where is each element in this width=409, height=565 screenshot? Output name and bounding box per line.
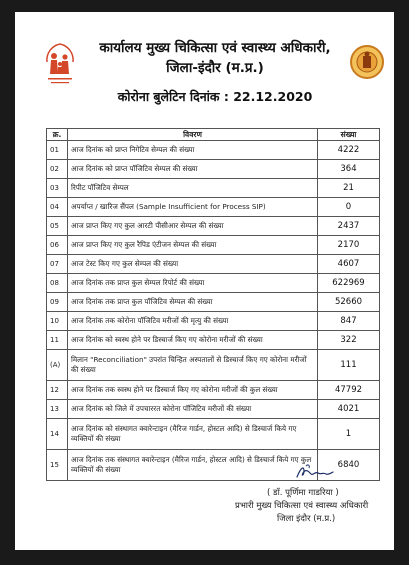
row-number: 10 (47, 312, 68, 331)
row-description: आज दिनांक को जिले में उपचाररत कोरोना पॉजिटिव मरीजों की संख्या (68, 400, 318, 419)
header-count: संख्या (318, 129, 380, 141)
table-row (47, 312, 380, 331)
row-number: 07 (47, 255, 68, 274)
row-description: आज दिनांक तक संस्थागत क्वारेन्टाइन (मैरिज गार्डन, होस्टल आदि) से डिस्चार्ज किये गए कुल व्यक्तियों की संख्या (68, 450, 318, 481)
row-description: आज प्राप्त किए गए कुल रैपिड एंटीजन सेम्पल की संख्या (68, 236, 318, 255)
row-description: आज टेस्ट किए गए कुल सेम्पल की संख्या (68, 255, 318, 274)
table-row (47, 381, 380, 400)
signatory-designation: प्रभारी मुख्य चिकित्सा एवं स्वास्थ्य अधिकारी (235, 501, 369, 511)
row-value: 622969 (318, 274, 380, 293)
table-row (47, 274, 380, 293)
row-description: रिपीट पॉजिटिव सेम्पल (68, 179, 318, 198)
bulletin-title: कोरोना बुलेटिन दिनांक : 22.12.2020 (117, 89, 313, 104)
row-description: आज दिनांक तक प्राप्त कुल सेम्पल रिपोर्ट की संख्या (68, 274, 318, 293)
row-description: आज प्राप्त किए गए कुल आरटी पीसीआर सेम्पल की संख्या (68, 217, 318, 236)
row-number: (A) (47, 350, 68, 381)
row-value: 2170 (318, 236, 380, 255)
row-number: 06 (47, 236, 68, 255)
row-value: 4021 (318, 400, 380, 419)
row-number: 13 (47, 400, 68, 419)
row-value: 6840 (318, 450, 380, 481)
row-value: 52660 (318, 293, 380, 312)
row-description: मिलान "Reconciliation" उपरांत चिन्हित अस्पतालों से डिस्चार्ज किए गए कोरोना मरीजों की संख्या (68, 350, 318, 381)
table-row (47, 293, 380, 312)
row-value: 21 (318, 179, 380, 198)
covid-bulletin-table (46, 128, 380, 481)
table-row (47, 141, 380, 160)
row-description: आज दिनांक तक प्राप्त कुल पॉजिटिव सेम्पल की संख्या (68, 293, 318, 312)
national-health-mission-logo-icon (43, 42, 77, 86)
row-value: 4222 (318, 141, 380, 160)
table-row (47, 217, 380, 236)
table-row (47, 198, 380, 217)
row-description: आज दिनांक को स्वस्थ होने पर डिस्चार्ज किए गए कोरोना मरीजों की संख्या (68, 331, 318, 350)
row-number: 05 (47, 217, 68, 236)
row-value: 847 (318, 312, 380, 331)
row-number: 04 (47, 198, 68, 217)
row-description: आज दिनांक को प्राप्त पॉजिटिव सेम्पल की संख्या (68, 160, 318, 179)
row-value: 2437 (318, 217, 380, 236)
row-description: आज दिनांक को संस्थागत क्वारेन्टाइन (मैरिज गार्डन, होस्टल आदि) से डिस्चार्ज किये गए व्यक्तियों की संख्या (68, 419, 318, 450)
bulletin-page (15, 12, 394, 550)
row-value: 364 (318, 160, 380, 179)
signature-scribble-icon (295, 463, 335, 481)
row-number: 12 (47, 381, 68, 400)
table-row (47, 419, 380, 450)
row-number: 11 (47, 331, 68, 350)
row-value: 0 (318, 198, 380, 217)
header-serial: क्र. (47, 129, 68, 141)
header-description: विवरण (68, 129, 318, 141)
madhya-pradesh-emblem-icon (350, 42, 384, 82)
row-value: 322 (318, 331, 380, 350)
row-number: 08 (47, 274, 68, 293)
row-number: 09 (47, 293, 68, 312)
table-row (47, 331, 380, 350)
row-number: 02 (47, 160, 68, 179)
row-description: अपर्याप्त / खारिज सैंपल (Sample Insufficient for Process SIP) (68, 198, 318, 217)
row-description: आज दिनांक को प्राप्त निगेटिव सेम्पल की संख्या (68, 141, 318, 160)
row-value: 111 (318, 350, 380, 381)
row-description: आज दिनांक तक कोरोना पॉजिटिव मरीजों की मृत्यु की संख्या (68, 312, 318, 331)
table-row (47, 236, 380, 255)
row-number: 03 (47, 179, 68, 198)
row-number: 15 (47, 450, 68, 481)
table-row (47, 400, 380, 419)
row-number: 14 (47, 419, 68, 450)
row-value: 4607 (318, 255, 380, 274)
table-row (47, 160, 380, 179)
row-number: 01 (47, 141, 68, 160)
district-title: जिला-इंदौर (म.प्र.) (166, 60, 264, 76)
signatory-name: ( डॉ. पूर्णिमा गाडरिया ) (267, 488, 339, 498)
row-description: आज दिनांक तक स्वस्थ होने पर डिस्चार्ज किए गए कोरोना मरीजों की कुल संख्या (68, 381, 318, 400)
row-value: 1 (318, 419, 380, 450)
office-title: कार्यालय मुख्य चिकित्सा एवं स्वास्थ्य अधिकारी, (99, 40, 331, 56)
row-value: 47792 (318, 381, 380, 400)
signatory-district: जिला इंदौर (म.प्र.) (277, 514, 336, 524)
table-row (47, 255, 380, 274)
table-row (47, 350, 380, 381)
table-row (47, 179, 380, 198)
